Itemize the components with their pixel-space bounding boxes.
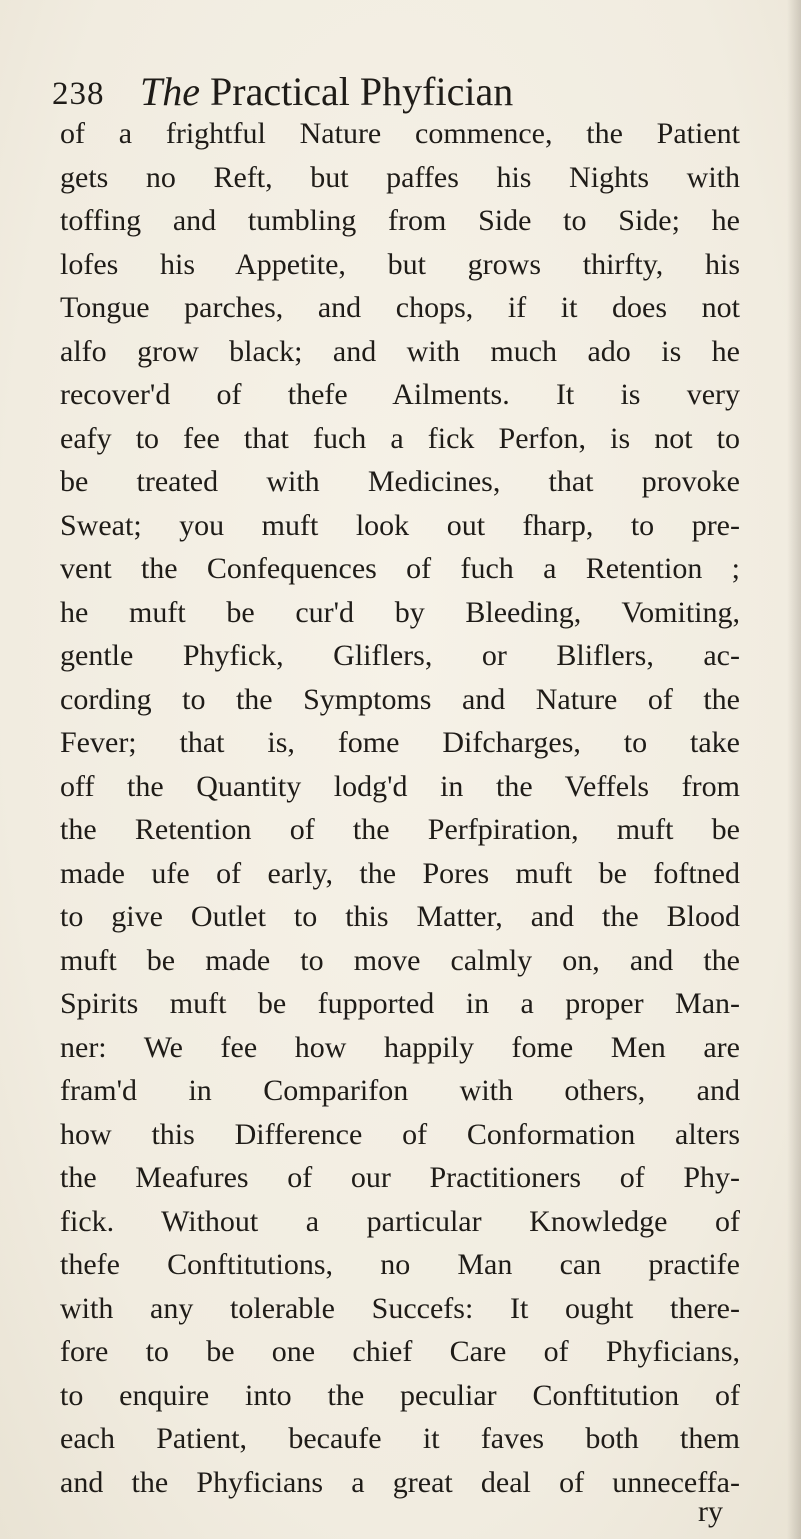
- text-line: ner: We fee how happily fome Men are: [60, 1030, 740, 1064]
- text-line: fick. Without a particular Knowledge of: [60, 1204, 740, 1238]
- text-line: Sweat; you muft look out fharp, to pre-: [60, 508, 740, 542]
- text-line: toffing and tumbling from Side to Side; he: [60, 204, 740, 237]
- text-line: recover'd of thefe Ailments. It is very: [60, 378, 740, 411]
- text-line: the Retention of the Perfpiration, muft be: [60, 813, 740, 846]
- text-line: be treated with Medicines, that provoke: [60, 465, 740, 498]
- text-line: made ufe of early, the Pores muft be foftned: [60, 856, 740, 890]
- text-line: to give Outlet to this Matter, and the Blood: [60, 900, 740, 933]
- text-line: Spirits muft be fupported in a proper Man-: [60, 987, 740, 1020]
- text-line: vent the Confequences of fuch a Retention ;: [60, 552, 740, 585]
- page-edge-shadow: [787, 0, 801, 1539]
- text-line: fram'd in Comparifon with others, and: [60, 1074, 740, 1107]
- text-line: Tongue parches, and chops, if it does not: [60, 291, 740, 324]
- running-title-rest: Practical Phyfician: [210, 69, 514, 114]
- text-line: eafy to fee that fuch a fick Perfon, is not to: [60, 421, 740, 455]
- text-line: he muft be cur'd by Bleeding, Vomiting,: [60, 595, 740, 629]
- text-line: with any tolerable Succefs: It ought there-: [60, 1291, 740, 1325]
- text-line: the Meafures of our Practitioners of Phy-: [60, 1161, 740, 1194]
- text-line: thefe Conftitutions, no Man can practife: [60, 1248, 740, 1281]
- text-line: and the Phyficians a great deal of unneceffa-: [60, 1465, 740, 1499]
- text-line: how this Difference of Conformation alters: [60, 1117, 740, 1151]
- running-header: [52, 68, 752, 118]
- text-line: cording to the Symptoms and Nature of the: [60, 682, 740, 716]
- text-line: gentle Phyfick, Gliflers, or Bliflers, ac-: [60, 639, 740, 672]
- text-line: Fever; that is, fome Difcharges, to take: [60, 726, 740, 759]
- text-line: fore to be one chief Care of Phyficians,: [60, 1335, 740, 1368]
- text-line: gets no Reft, but paffes his Nights with: [60, 160, 740, 194]
- text-line: muft be made to move calmly on, and the: [60, 943, 740, 977]
- text-line: off the Quantity lodg'd in the Veffels from: [60, 769, 740, 803]
- text-line: to enquire into the peculiar Conftitution of: [60, 1378, 740, 1412]
- body-text: [60, 112, 740, 1504]
- text-line: lofes his Appetite, but grows thirfty, his: [60, 247, 740, 281]
- page-number: 238: [52, 76, 105, 112]
- text-line: of a frightful Nature commence, the Patient: [60, 117, 740, 150]
- running-title-italic: The: [140, 69, 200, 114]
- running-title: [140, 68, 513, 115]
- text-line: each Patient, becaufe it faves both them: [60, 1422, 740, 1455]
- catchword: ry: [698, 1495, 723, 1528]
- text-line: alfo grow black; and with much ado is he: [60, 334, 740, 368]
